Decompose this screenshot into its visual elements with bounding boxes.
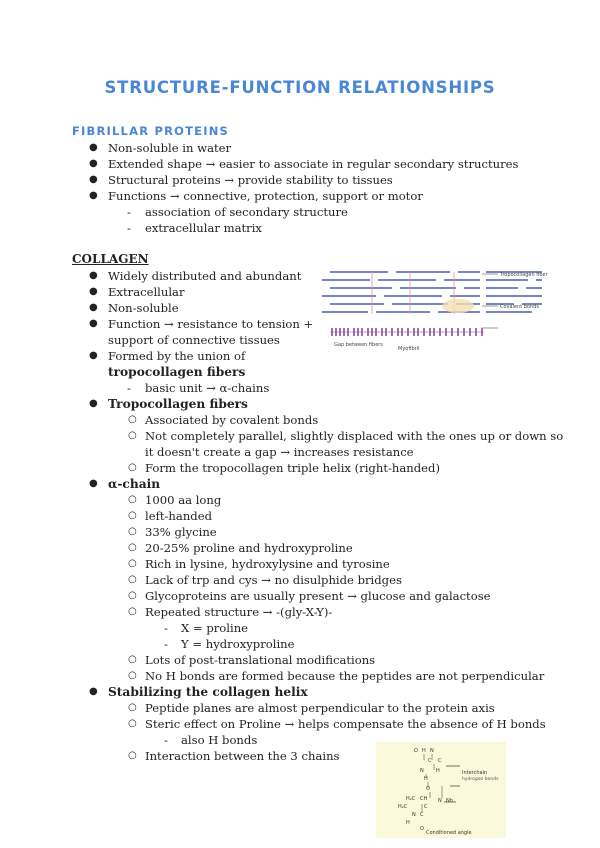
subheading-tropocollagen: Tropocollagen fibers (108, 397, 248, 411)
circle-marker: ○ (128, 702, 137, 713)
subheading-alpha-chain: α-chain (108, 477, 161, 491)
list-item-continued: support of connective tissues (108, 333, 280, 347)
list-subitem: Associated by covalent bonds (145, 413, 319, 427)
bullet-dot: ● (89, 350, 98, 361)
bullet-dot: ● (89, 398, 98, 409)
hydrogen-bonds-diagram (376, 742, 506, 838)
figure-label: Myofibril (398, 346, 420, 352)
svg-text:N: N (412, 812, 416, 818)
figure-label: Tropocollagen fiber (500, 272, 548, 278)
bullet-dot: ● (89, 302, 98, 313)
dash-marker: - (164, 733, 168, 747)
circle-marker: ○ (128, 414, 137, 425)
circle-marker: ○ (128, 606, 137, 617)
svg-text:H: H (424, 776, 428, 782)
list-subitem-continued: it doesn't create a gap → increases resistance (145, 445, 414, 459)
bullet-dot: ● (89, 270, 98, 281)
list-subitem: basic unit → α-chains (145, 381, 270, 395)
circle-marker: ○ (128, 430, 137, 441)
list-item-bold: tropocollagen fibers (108, 365, 246, 379)
list-subitem: Repeated structure → -(gly-X-Y)- (145, 605, 333, 619)
list-subitem: 33% glycine (145, 525, 217, 539)
list-item: Widely distributed and abundant (108, 269, 302, 283)
bullet-dot: ● (89, 142, 98, 153)
tropocollagen-diagram (318, 266, 590, 352)
svg-text:C: C (428, 758, 432, 764)
page-title: STRUCTURE-FUNCTION RELATIONSHIPS (104, 78, 496, 97)
bullet-dot: ● (89, 478, 98, 489)
list-subitem: 20-25% proline and hydroxyproline (145, 541, 353, 555)
svg-text:CH: CH (420, 796, 428, 802)
hydrogen-bonds-figure (376, 742, 506, 838)
circle-marker: ○ (128, 574, 137, 585)
circle-marker: ○ (128, 590, 137, 601)
bullet-dot: ● (89, 318, 98, 329)
list-subitem: 1000 aa long (145, 493, 222, 507)
circle-marker: ○ (128, 654, 137, 665)
list-subitem: Steric effect on Proline → helps compensate the absence of H bonds (145, 717, 546, 731)
circle-marker: ○ (128, 526, 137, 537)
circle-marker: ○ (128, 510, 137, 521)
figure-label: Gap between fibers (334, 342, 383, 348)
figure-label: hydrogen bonds (462, 777, 499, 782)
dash-marker: - (127, 381, 131, 395)
figure-label: Interchain (462, 770, 488, 776)
list-subitem: Rich in lysine, hydroxylysine and tyrosine (145, 557, 390, 571)
dash-marker: - (127, 205, 131, 219)
svg-text:H: H (436, 768, 440, 774)
svg-text:N: N (420, 768, 424, 774)
svg-text:H₂C: H₂C (398, 804, 408, 810)
list-item: Extended shape → easier to associate in regular secondary structures (108, 157, 519, 171)
list-subitem: Interaction between the 3 chains (145, 749, 340, 763)
svg-text:N: N (438, 798, 442, 804)
list-subitem: Not completely parallel, slightly displaced with the ones up or down so (145, 429, 564, 443)
list-subitem: Lots of post-translational modifications (145, 653, 376, 667)
list-subsubitem: also H bonds (181, 733, 258, 747)
svg-text:H₂C: H₂C (406, 796, 416, 802)
bullet-dot: ● (89, 190, 98, 201)
list-item: Functions → connective, protection, support or motor (108, 189, 423, 203)
svg-text:Nh: Nh (446, 798, 453, 804)
svg-text:O: O (426, 786, 430, 792)
svg-text:O: O (414, 748, 418, 754)
svg-text:C: C (424, 804, 428, 810)
figure-label: Covalent bonds (500, 304, 539, 310)
tropocollagen-figure (318, 266, 590, 352)
bullet-dot: ● (89, 158, 98, 169)
dash-marker: - (127, 221, 131, 235)
circle-marker: ○ (128, 750, 137, 761)
circle-marker: ○ (128, 670, 137, 681)
list-item: Function → resistance to tension + (108, 317, 314, 331)
list-subitem: Glycoproteins are usually present → glucose and galactose (145, 589, 491, 603)
svg-text:C: C (438, 758, 442, 764)
list-item: Formed by the union of (108, 349, 246, 363)
svg-text:H: H (406, 820, 410, 826)
bullet-dot: ● (89, 686, 98, 697)
circle-marker: ○ (128, 558, 137, 569)
circle-marker: ○ (128, 718, 137, 729)
svg-text:H: H (422, 748, 426, 754)
list-item: Non-soluble (108, 301, 179, 315)
list-item: Structural proteins → provide stability to tissues (108, 173, 393, 187)
section-heading-collagen: COLLAGEN (72, 252, 149, 266)
dash-marker: - (164, 637, 168, 651)
list-subitem: association of secondary structure (145, 205, 348, 219)
list-subitem: extracellular matrix (145, 221, 262, 235)
list-subitem: Lack of trp and cys → no disulphide bridges (145, 573, 402, 587)
list-subitem: left-handed (145, 509, 212, 523)
circle-marker: ○ (128, 462, 137, 473)
bullet-dot: ● (89, 286, 98, 297)
list-item: Non-soluble in water (108, 141, 232, 155)
figure-label: Conditioned angle (426, 830, 472, 836)
svg-text:C: C (420, 812, 424, 818)
list-subitem: Form the tropocollagen triple helix (right-handed) (145, 461, 440, 475)
list-item: Extracellular (108, 285, 185, 299)
dash-marker: - (164, 621, 168, 635)
circle-marker: ○ (128, 542, 137, 553)
subheading-stabilizing: Stabilizing the collagen helix (108, 685, 308, 699)
circle-marker: ○ (128, 494, 137, 505)
list-subsubitem: Y = hydroxyproline (181, 637, 295, 651)
list-subsubitem: X = proline (181, 621, 249, 635)
bullet-dot: ● (89, 174, 98, 185)
list-subitem: Peptide planes are almost perpendicular to the protein axis (145, 701, 495, 715)
section-heading-fibrillar: FIBRILLAR PROTEINS (72, 124, 229, 138)
svg-text:N: N (430, 748, 434, 754)
list-subitem: No H bonds are formed because the peptides are not perpendicular (145, 669, 545, 683)
svg-text:O: O (420, 826, 424, 832)
